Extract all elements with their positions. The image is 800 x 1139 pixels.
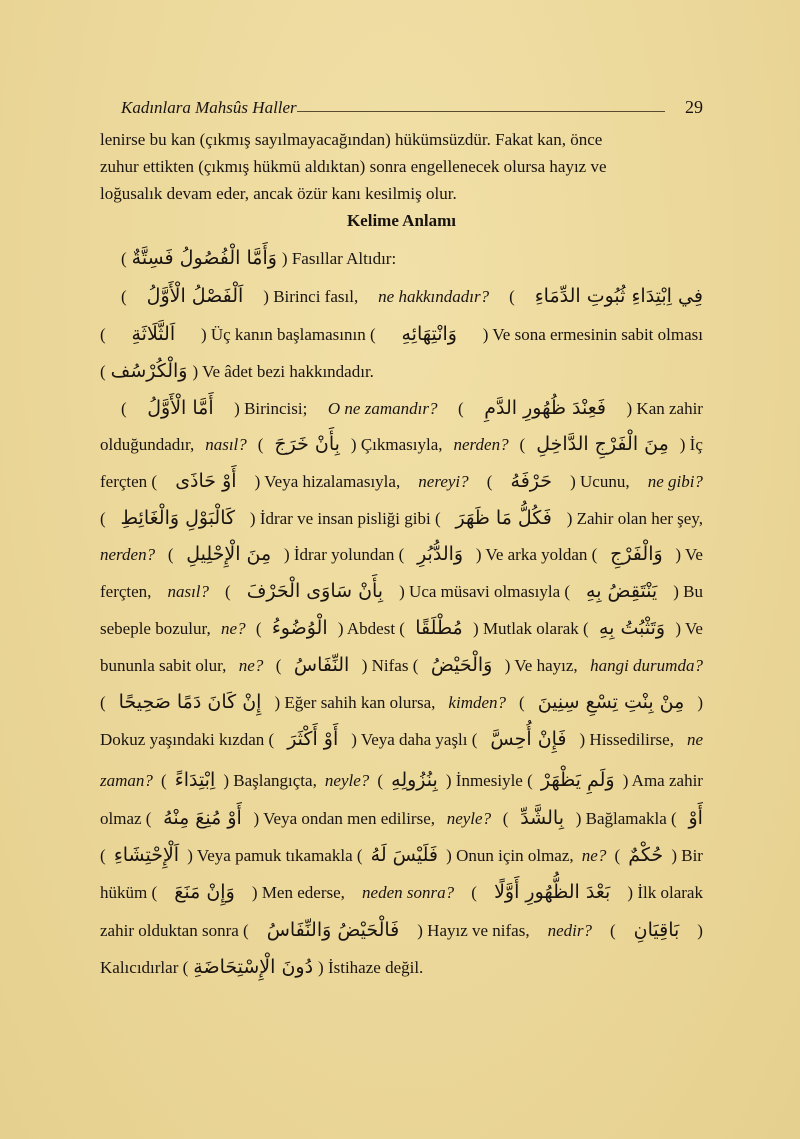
turkish-text: ) Veya daha yaşlı ( [351,730,478,749]
arabic-term: أَمَّا الْأَوَّلُ [147,397,214,419]
text-line [100,880,703,905]
text-line [100,616,703,641]
turkish-text: ( [100,846,106,865]
arabic-term: حَرْفَهُ [510,470,553,492]
arabic-term: بِأَنْ سَاوَى الْحَرْفَ [246,580,384,602]
text-line [100,768,703,793]
arabic-term: أَوْ [688,807,703,829]
text-line [100,690,703,715]
turkish-text: ) Birincisi; [234,399,308,418]
turkish-text: ferçten ( [100,472,158,491]
turkish-text: ) [697,693,703,712]
arabic-term: مِنَ الْإِحْلِيلِ [186,543,272,565]
italic-question: ne gibi? [647,472,703,491]
turkish-text: olmaz ( [100,809,152,828]
text-line [121,284,703,309]
turkish-text: ( [167,545,174,564]
turkish-text: ) Nifas ( [361,656,419,675]
arabic-term: إِنْ كَانَ دَمًا صَحِيحًا [118,691,262,713]
turkish-text: ) Abdest ( [337,619,405,638]
turkish-text: ) Veya ondan men edilirse, [253,809,435,828]
italic-question: O ne zamandır? [327,399,438,418]
arabic-term: مُطْلَقًا [415,617,463,639]
turkish-text: ) Ucunu, [570,472,630,491]
turkish-text: ) İnmesiyle ( [445,771,533,790]
arabic-term: مِنَ الْفَرْجِ الدَّاخِلِ [536,433,669,455]
turkish-text: ( [100,509,106,528]
arabic-term: بِأَنْ خَرَجَ [274,433,340,455]
arabic-term: وَالْكُرْسُف [110,360,188,382]
turkish-text: sebeple bozulur, [100,619,211,638]
turkish-text: ) [697,921,703,940]
turkish-text: ( [519,435,526,454]
turkish-text: hüküm ( [100,883,158,902]
turkish-text: ) Ve hayız, [504,656,578,675]
turkish-text: ) Başlangıçta, [223,771,317,790]
turkish-text: ( [255,619,262,638]
text-line [100,727,703,752]
turkish-text: ) Eğer sahih kan olursa, [274,693,436,712]
italic-question: zaman? [100,771,153,790]
turkish-text: ( [275,656,282,675]
turkish-text: ) Bir [671,846,703,865]
text-line [100,155,703,179]
italic-question: ne? [581,846,607,865]
italic-question: nedir? [547,921,592,940]
header-rule [297,111,665,112]
turkish-text: ( [225,582,231,601]
arabic-term: مِنْ بِنْتِ تِسْعِ سِنِينَ [537,691,685,713]
turkish-text: ) Ve [675,545,703,564]
turkish-text: ) Ama zahir [622,771,703,790]
text-line [100,359,703,384]
turkish-text: ( [519,693,525,712]
arabic-term: أَوْ حَاذَى [175,470,237,492]
italic-question: neyle? [446,809,492,828]
turkish-text: ( [257,435,264,454]
text-line [100,432,703,457]
turkish-text: ( [614,846,621,865]
arabic-term: وَالْحَيْضُ [430,654,493,676]
turkish-text: zahir olduktan sonra ( [100,921,249,940]
arabic-term: وَالْفَرْجِ [610,543,663,565]
turkish-text: ( [509,287,515,306]
turkish-text: ) Hayız ve nifas, [417,921,530,940]
turkish-text: ) İdrar yolundan ( [283,545,405,564]
text-line [100,955,703,980]
arabic-term: بَعْدَ الظُّهُورِ أَوَّلًا [494,881,611,903]
italic-question: ne? [221,619,246,638]
italic-question: nereyi? [418,472,469,491]
turkish-text: ( [377,771,384,790]
turkish-text: ) Veya pamuk tıkamakla ( [187,846,363,865]
turkish-text: ) Kan zahir [626,399,703,418]
page-number: 29 [685,97,703,117]
turkish-text: ( [502,809,509,828]
arabic-term: بَاقِيَانِ [633,919,680,941]
arabic-term: أَوْ مُنِعَ مِنْهُ [163,807,242,829]
turkish-text: ferçten, [100,582,152,601]
text-line [100,182,703,206]
italic-question: nasıl? [205,435,247,454]
text-line [121,246,703,271]
turkish-text: olduğundadır, [100,435,195,454]
turkish-text: ) Bu [673,582,703,601]
turkish-text: ( [100,362,106,381]
turkish-text: ( [100,325,106,344]
italic-question: hangi durumda? [590,656,703,675]
text-line [100,469,703,494]
turkish-text: ) Ve sona ermesinin sabit olması [482,325,703,344]
arabic-term: حُكْمٌ [628,844,664,866]
text-line [100,128,703,152]
arabic-term: بِالشَّدِّ [520,807,564,829]
arabic-term: وَانْتِهَائِهِ [401,323,457,345]
italic-question: ne? [238,656,264,675]
turkish-text: ) Fasıllar Altıdır: [281,249,397,268]
arabic-term: بِنُزُولِهِ [391,769,438,791]
text-line [100,506,703,531]
arabic-term: اَلْفَصْلُ الْأَوَّلُ [146,285,244,307]
turkish-text: ) Ve âdet bezi hakkındadır. [192,362,374,381]
turkish-text: ) İstihaze değil. [318,958,424,977]
turkish-text: ) Men ederse, [251,883,345,902]
italic-question: ne hakkındadır? [378,287,490,306]
turkish-text: ) İç [679,435,703,454]
italic-question: kimden? [448,693,507,712]
turkish-text: ) Çıkmasıyla, [350,435,443,454]
heading-text: Kelime Anlamı [346,211,457,230]
arabic-term: فَإِنْ أُحِسَّ [490,728,567,750]
turkish-text: ) İdrar ve insan pisliği gibi ( [249,509,441,528]
turkish-text: ( [100,693,106,712]
arabic-term: أَوْ أَكْثَرَ [287,728,339,750]
text-line [100,806,703,831]
turkish-text: ) Veya hizalamasıyla, [254,472,401,491]
running-title: Kadınlara Mahsûs Haller [121,98,297,117]
text-line [100,918,703,943]
turkish-text: Kalıcıdırlar ( [100,958,189,977]
turkish-text: zuhur ettikten (çıkmış hükmü aldıktan) sonra engellenecek olursa hayız ve [100,157,607,176]
text-line [100,653,703,678]
arabic-term: فَعِنْدَ ظُهُورِ الدَّمِ [484,397,606,419]
turkish-text: ( [121,287,127,306]
italic-question: ne [686,730,703,749]
turkish-text: ) Hissedilirse, [579,730,674,749]
text-line [100,579,703,604]
arabic-term: وَلَمِ يَظْهَرْ [540,769,615,791]
arabic-term: اِبْتِدَاءً [174,769,216,791]
italic-question: nerden? [453,435,509,454]
section-heading [100,209,703,233]
text-line [100,542,703,567]
arabic-term: وَأَمَّا الْفُصُولُ فَسِتَّةٌ [131,247,277,269]
text-line [100,322,703,347]
turkish-text: ( [458,399,464,418]
arabic-term: النِّفَاسُ [293,654,350,676]
running-header [121,92,703,118]
arabic-term: كَالْبَوْلِ وَالْغَائِطِ [120,507,236,529]
turkish-text: ) Birinci fasıl, [263,287,359,306]
arabic-term: وَالدُّبُرِ [417,543,464,565]
turkish-text: lenirse bu kan (çıkmış sayılmayacağından) hükümsüzdür. Fakat kan, önce [100,130,603,149]
turkish-text: ) Üç kanın başlamasının ( [200,325,376,344]
italic-question: neyle? [324,771,370,790]
turkish-text: ) İlk olarak [627,883,703,902]
arabic-term: فَكُلُّ مَا ظَهَرَ [455,507,552,529]
text-line [121,396,703,421]
arabic-term: فِي اِبْتِدَاءِ ثُبُوتِ الدِّمَاءِ [534,285,703,307]
turkish-text: ) Mutlak olarak ( [473,619,589,638]
italic-question: nerden? [100,545,156,564]
text-line [100,843,703,868]
arabic-term: فَالْحَيْضُ وَالنِّفَاسُ [266,919,400,941]
arabic-term: وَتَثْبُتُ بِهِ [598,617,666,639]
turkish-text: ) Ve arka yoldan ( [475,545,598,564]
arabic-term: الْوُضُوءُ [271,617,328,639]
turkish-text: ( [121,399,127,418]
turkish-text: ( [486,472,493,491]
turkish-text: ) Onun için olmaz, [446,846,574,865]
turkish-text: ) Ve [675,619,703,638]
turkish-text: loğusalık devam eder, ancak özür kanı kesilmiş olur. [100,184,457,203]
turkish-text: Dokuz yaşındaki kızdan ( [100,730,275,749]
turkish-text: bununla sabit olur, [100,656,227,675]
italic-question: nasıl? [167,582,210,601]
arabic-term: يَنْتَقِضُ بِهِ [586,580,658,602]
turkish-text: ( [121,249,127,268]
arabic-term: اَلْإِحْتِشَاءِ [113,844,180,866]
turkish-text: ( [161,771,167,790]
turkish-text: ( [471,883,477,902]
arabic-term: دُونَ الْإِسْتِحَاضَةِ [193,956,314,978]
arabic-term: اَلثَّلَاثَةِ [131,323,176,345]
turkish-text: ) Zahir olan her şey, [566,509,703,528]
italic-question: neden sonra? [362,883,455,902]
turkish-text: ( [609,921,616,940]
turkish-text: ) Bağlamakla ( [575,809,677,828]
arabic-term: وَإِنْ مَنَعَ [174,881,235,903]
arabic-term: فَلَيْسَ لَهُ [370,844,439,866]
turkish-text: ) Uca müsavi olmasıyla ( [399,582,571,601]
